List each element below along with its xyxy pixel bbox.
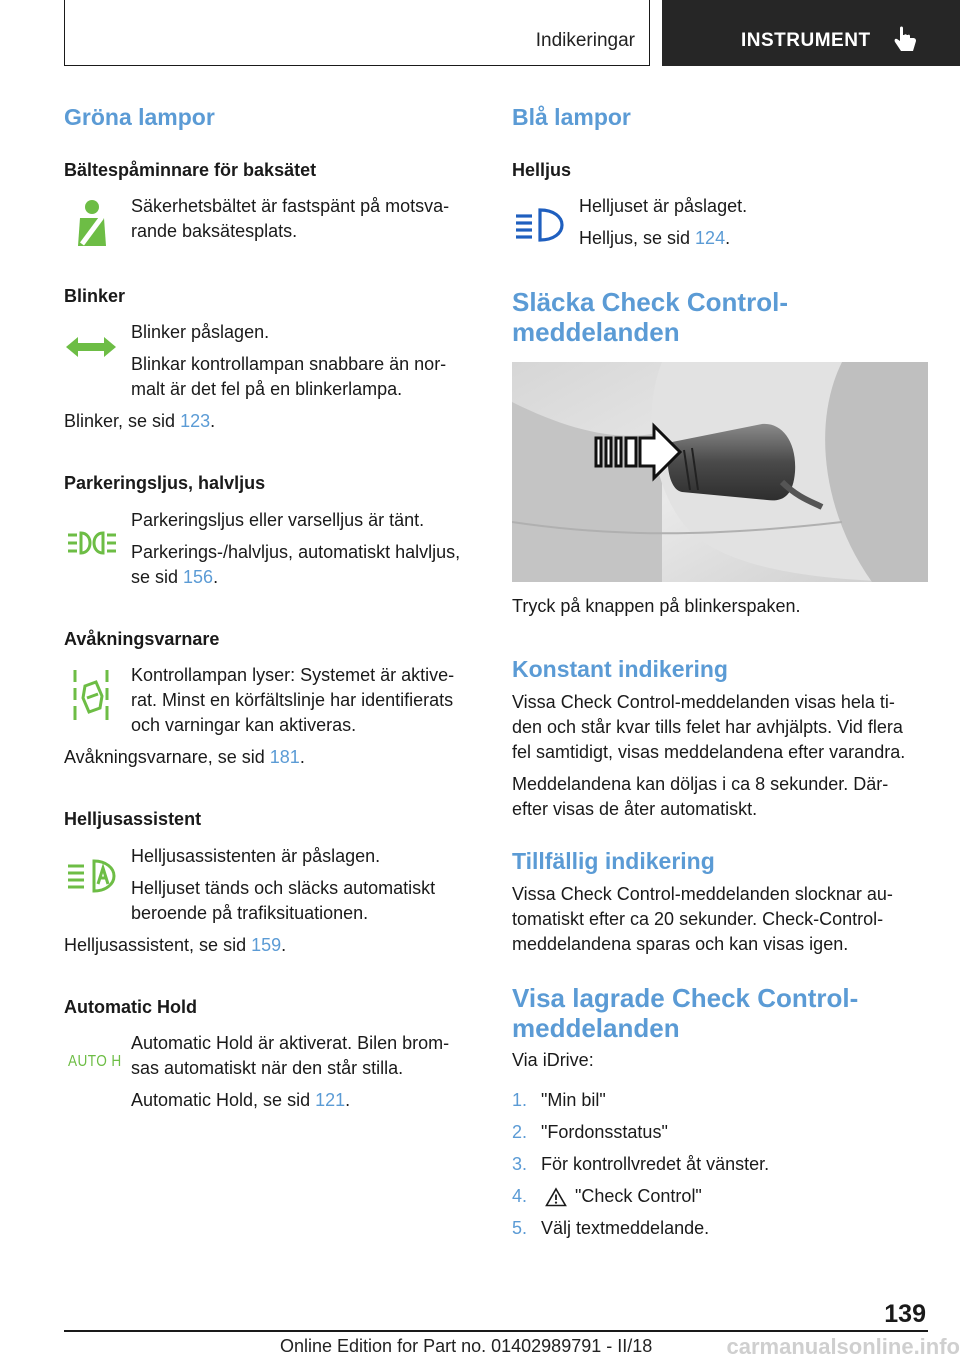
highbeam-page-link[interactable]: 124 bbox=[695, 228, 726, 248]
show-stored-heading-line2: meddelanden bbox=[512, 1013, 680, 1043]
parking-ref-end: . bbox=[213, 567, 219, 587]
blinker-ref-end: . bbox=[210, 411, 216, 431]
page-number: 139 bbox=[884, 1300, 926, 1328]
blinker-text2a: Blinkar kontrollampan snabbare än nor- bbox=[131, 354, 447, 374]
hba-page-link[interactable]: 159 bbox=[251, 935, 282, 955]
turn-signal-stalk-illustration bbox=[512, 362, 928, 582]
constant-text-line1: Vissa Check Control-meddelanden visas hela ti- bbox=[512, 692, 895, 712]
show-stored-heading-line1: Visa lagrade Check Control- bbox=[512, 983, 859, 1013]
lane-ref-end: . bbox=[299, 747, 305, 767]
parking-lights-text2a: Parkerings-/halvljus, automatiskt halvljus, bbox=[131, 542, 461, 562]
warning-triangle-icon bbox=[545, 1187, 567, 1207]
highbeam-assistant-title: Helljusassistent bbox=[64, 809, 202, 829]
lane-warning-title: Avåkningsvarnare bbox=[64, 629, 220, 649]
hba-ref-text: Helljusassistent, se sid bbox=[64, 935, 252, 955]
hold-page-link[interactable]: 121 bbox=[315, 1090, 346, 1110]
header-section-box bbox=[64, 0, 650, 66]
hold-ref-end: . bbox=[345, 1090, 351, 1110]
highbeam-assistant-text1: Helljusassistenten är påslagen. bbox=[131, 846, 381, 866]
green-lamps-heading: Gröna lampor bbox=[64, 104, 215, 130]
parking-lights-title: Parkeringsljus, halvljus bbox=[64, 473, 266, 493]
constant-text-line4: Meddelandena kan döljas i ca 8 sekunder. Där- bbox=[512, 774, 889, 794]
highbeam-assistant-text2a: Helljuset tänds och släcks automatiskt bbox=[131, 878, 436, 898]
blue-lamps-heading: Blå lampor bbox=[512, 104, 631, 130]
seatbelt-icon bbox=[72, 198, 112, 250]
step-number: 5. bbox=[512, 1218, 528, 1238]
parking-lights-reference bbox=[131, 565, 218, 590]
highbeam-assistant-icon bbox=[66, 858, 118, 894]
auto-hold-text1b: sas automatiskt när den står stilla. bbox=[131, 1058, 404, 1078]
step-text: "Check Control" bbox=[575, 1186, 702, 1206]
step-text: Välj textmeddelande. bbox=[541, 1218, 710, 1238]
highbeam-assistant-reference bbox=[64, 933, 286, 958]
blinker-page-link[interactable]: 123 bbox=[180, 411, 211, 431]
header-chapter-label: INSTRUMENT bbox=[741, 30, 871, 51]
turn-signal-arrows-icon bbox=[66, 336, 116, 358]
illustration-caption: Tryck på knappen på blinkerspaken. bbox=[512, 596, 801, 616]
via-idrive-text: Via iDrive: bbox=[512, 1050, 594, 1070]
step-number: 3. bbox=[512, 1154, 528, 1174]
highbeam-text1: Helljuset är påslaget. bbox=[579, 196, 748, 216]
belt-reminder-line1: Säkerhetsbältet är fastspänt på motsva- bbox=[131, 196, 450, 216]
hold-ref-text: Automatic Hold, se sid bbox=[131, 1090, 316, 1110]
belt-reminder-title: Bältespåminnare för baksätet bbox=[64, 160, 317, 180]
step-text: "Fordonsstatus" bbox=[541, 1122, 668, 1142]
blinker-text1: Blinker påslagen. bbox=[131, 322, 270, 342]
constant-text-line2: den och står kvar tills felet har avhjälpts. Vid flera bbox=[512, 717, 903, 737]
lane-departure-icon bbox=[72, 668, 110, 722]
footer-divider bbox=[64, 1330, 928, 1332]
blinker-ref-text: Blinker, se sid bbox=[64, 411, 181, 431]
parking-lights-text1: Parkeringsljus eller varselljus är tänt. bbox=[131, 510, 425, 530]
auto-hold-text1a: Automatic Hold är aktiverat. Bilen brom- bbox=[131, 1033, 450, 1053]
temporary-indication-heading: Tillfällig indikering bbox=[512, 848, 715, 874]
temporary-text-line1: Vissa Check Control-meddelanden slocknar au- bbox=[512, 884, 893, 904]
lane-page-link[interactable]: 181 bbox=[269, 747, 300, 767]
footer-edition: Online Edition for Part no. 01402989791 - II/18 bbox=[280, 1336, 653, 1356]
constant-indication-heading: Konstant indikering bbox=[512, 656, 728, 682]
lane-ref-text: Avåkningsvarnare, se sid bbox=[64, 747, 270, 767]
auto-hold-title: Automatic Hold bbox=[64, 997, 197, 1017]
auto-hold-icon: AUTO H bbox=[68, 1053, 122, 1070]
step-number: 4. bbox=[512, 1186, 528, 1206]
header-section-title: Indikeringar bbox=[535, 30, 635, 51]
pointing-hand-icon bbox=[893, 26, 919, 54]
hba-ref-end: . bbox=[281, 935, 287, 955]
highbeam-title: Helljus bbox=[512, 160, 572, 180]
temporary-text-line2: tomatiskt efter ca 20 sekunder. Check-Control- bbox=[512, 909, 884, 929]
dismiss-check-control-heading-line2: meddelanden bbox=[512, 317, 680, 347]
highbeam-icon bbox=[514, 206, 566, 244]
constant-text-line3: fel samtidigt, visas meddelandena efter varandra. bbox=[512, 742, 906, 762]
lane-warning-text1b: rat. Minst en körfältslinje har identifierats bbox=[131, 690, 454, 710]
parking-page-link[interactable]: 156 bbox=[183, 567, 214, 587]
step-number: 1. bbox=[512, 1090, 528, 1110]
blinker-title: Blinker bbox=[64, 286, 126, 306]
lane-warning-text1a: Kontrollampan lyser: Systemet är aktive- bbox=[131, 665, 455, 685]
blinker-reference bbox=[64, 409, 215, 434]
belt-reminder-line2: rande baksätesplats. bbox=[131, 221, 298, 241]
constant-text-line5: efter visas de åter automatiskt. bbox=[512, 799, 758, 819]
highbeam-ref-end: . bbox=[725, 228, 731, 248]
blinker-text2b: malt är det fel på en blinkerlampa. bbox=[131, 379, 403, 399]
step-text: För kontrollvredet åt vänster. bbox=[541, 1154, 770, 1174]
temporary-text-line3: meddelandena sparas och kan visas igen. bbox=[512, 934, 849, 954]
step-text: "Min bil" bbox=[541, 1090, 606, 1110]
header-chapter-tab[interactable] bbox=[662, 0, 960, 66]
lane-warning-text1c: och varningar kan aktiveras. bbox=[131, 715, 357, 735]
highbeam-reference bbox=[579, 226, 730, 251]
dismiss-check-control-heading-line1: Släcka Check Control- bbox=[512, 287, 788, 317]
lane-warning-reference bbox=[64, 745, 305, 770]
parking-ref-text: se sid bbox=[131, 567, 184, 587]
parking-light-icon bbox=[66, 530, 118, 556]
highbeam-assistant-text2b: beroende på trafiksituationen. bbox=[131, 903, 369, 923]
watermark: carmanualsonline.info bbox=[726, 1334, 960, 1359]
step-number: 2. bbox=[512, 1122, 528, 1142]
auto-hold-reference bbox=[131, 1088, 350, 1113]
highbeam-ref-text: Helljus, se sid bbox=[579, 228, 696, 248]
